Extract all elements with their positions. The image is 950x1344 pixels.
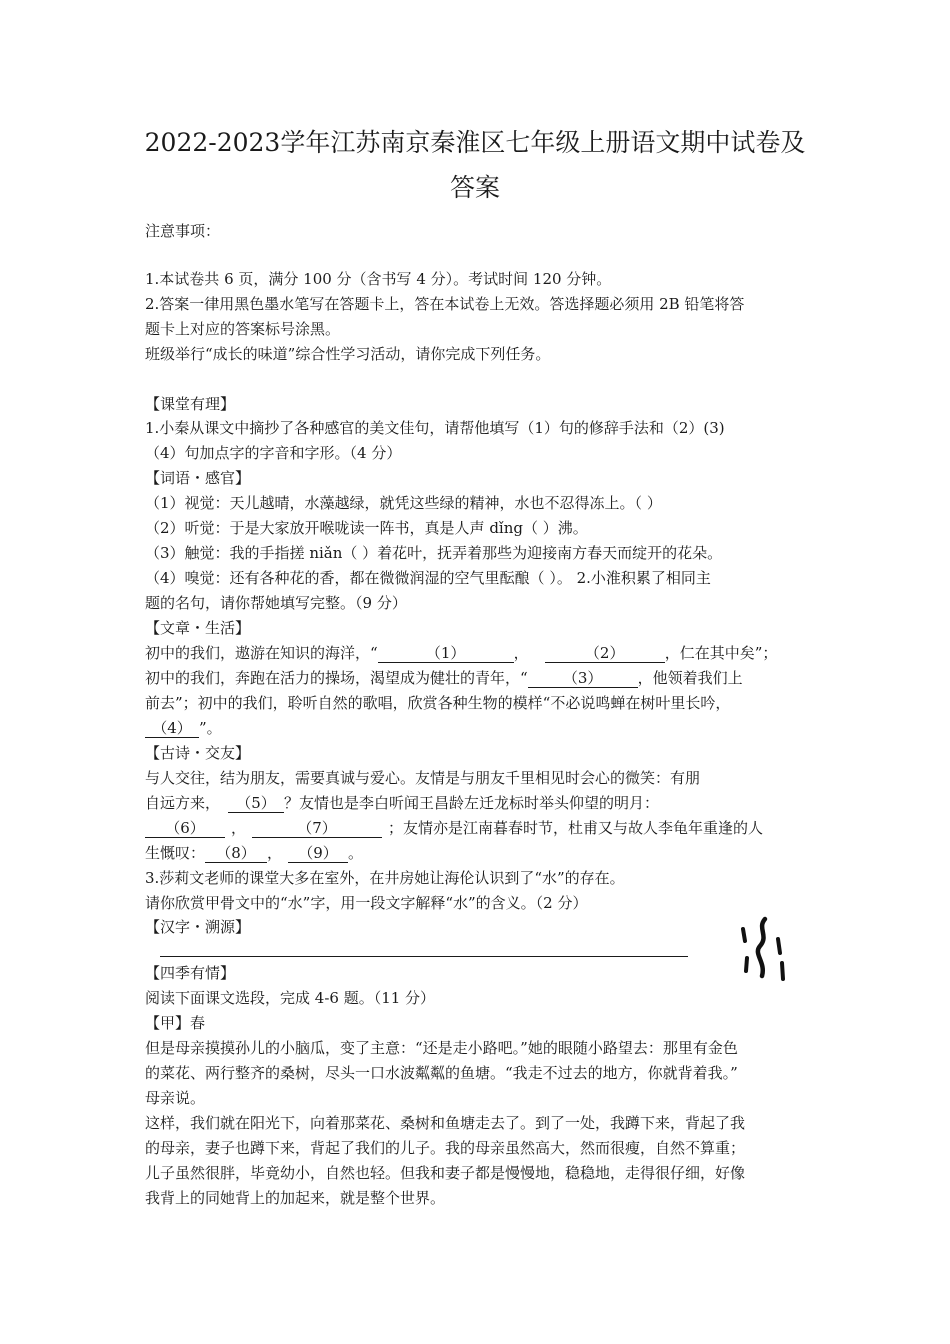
answer-blank[interactable]: （7） — [252, 819, 382, 838]
question-1-item: （1）视觉：天儿越晴，水藻越绿，就凭这些绿的精神，水也不忍得冻上。（ ） — [145, 494, 662, 512]
question-3-cont: 请你欣赏甲骨文中的“水”字，用一段文字解释“水”的含义。（2 分） — [145, 894, 588, 912]
passage-line: 这样，我们就在阳光下，向着那菜花、桑树和鱼塘走去了。到了一处，我蹲下来，背起了我 — [145, 1114, 746, 1132]
question-2-cont: 题的名句，请你帮她填写完整。（9 分） — [145, 594, 407, 612]
question-1-cont: （4）句加点字的字音和字形。（4 分） — [145, 444, 402, 462]
section-heading: 【文章・生活】 — [145, 619, 251, 637]
section-heading: 【课堂有理】 — [145, 395, 236, 413]
text-line: 与人交往，结为朋友，需要真诚与爱心。友情是与朋友千里相见时会心的微笑：有朋 — [145, 769, 701, 787]
notice-2-cont: 题卡上对应的答案标号涂黑。 — [145, 320, 341, 338]
answer-blank[interactable]: （5） — [228, 794, 284, 813]
answer-blank[interactable]: （1） — [378, 644, 514, 663]
page-title-cont: 答案 — [449, 173, 500, 202]
passage-line: 母亲说。 — [145, 1089, 206, 1107]
intro-text: 班级举行“成长的味道”综合性学习活动，请你完成下列任务。 — [145, 345, 551, 363]
text-segment: ，仁在其中矣”； — [664, 644, 778, 662]
text-line — [145, 641, 777, 665]
answer-blank[interactable]: （3） — [528, 669, 638, 688]
question-3: 3.莎莉文老师的课堂大多在室外，在井房她让海伦认识到了“水”的存在。 — [145, 869, 625, 887]
passage-line: 的菜花、两行整齐的桑树，尽头一口水波粼粼的鱼塘。“我走不过去的地方，你就背着我。” — [145, 1064, 738, 1082]
oracle-bone-water-glyph — [738, 913, 790, 985]
page-title: 2022-2023学年江苏南京秦淮区七年级上册语文期中试卷及 — [144, 128, 806, 157]
passage-label: 【甲】春 — [145, 1014, 206, 1032]
answer-blank[interactable]: （4） — [145, 719, 199, 738]
passage-line: 儿子虽然很胖，毕竟幼小，自然也轻。但我和妻子都是慢慢地，稳稳地，走得很仔细，好像 — [145, 1164, 746, 1182]
answer-blank[interactable]: （9） — [288, 844, 348, 863]
question-1-item: （3）触觉：我的手指搓 niǎn（ ）着花叶，抚弄着那些为迎接南方春天而绽开的花朵。 — [145, 544, 723, 562]
question-1-item: （2）听觉：于是大家放开喉咙读一阵书，真是人声 dǐng（ ）沸。 — [145, 519, 588, 537]
text-line — [145, 841, 363, 865]
passage-line: 的母亲，妻子也蹲下来，背起了我们的儿子。我的母亲虽然高大，然而很瘦，自然不算重； — [145, 1139, 746, 1157]
text-segment: ， — [267, 844, 283, 862]
text-line — [145, 716, 222, 740]
text-line — [145, 791, 659, 815]
section-heading: 【词语・感官】 — [145, 469, 251, 487]
text-segment: ， — [231, 819, 247, 837]
answer-line[interactable] — [160, 956, 688, 957]
text-segment: ，他领着我们上 — [637, 669, 743, 687]
notice-heading: 注意事项： — [145, 222, 221, 240]
passage-line: 但是母亲摸摸孙儿的小脑瓜，变了主意：“还是走小路吧。”她的眼随小路望去：那里有金色 — [145, 1039, 738, 1057]
notice-1: 1.本试卷共 6 页，满分 100 分（含书写 4 分）。考试时间 120 分钟。 — [145, 270, 612, 288]
reading-intro: 阅读下面课文选段，完成 4-6 题。（11 分） — [145, 989, 436, 1007]
text-segment: ；友情亦是江南暮春时节，杜甫又与故人李龟年重逢的人 — [388, 819, 764, 837]
passage-line: 我背上的同她背上的加起来，就是整个世界。 — [145, 1189, 446, 1207]
text-segment: ”。 — [199, 719, 222, 737]
question-1: 1.小秦从课文中摘抄了各种感官的美文佳句，请帮他填写（1）句的修辞手法和（2）(3) — [145, 419, 725, 437]
text-segment: ， — [513, 644, 529, 662]
section-heading: 【古诗・交友】 — [145, 744, 251, 762]
section-heading: 【四季有情】 — [145, 964, 236, 982]
text-line — [145, 816, 763, 840]
question-1-item: （4）嗅觉：还有各种花的香，都在微微润湿的空气里酝酿（ ）。 2.小淮积累了相同主 — [145, 569, 711, 587]
notice-2: 2.答案一律用黑色墨水笔写在答题卡上，答在本试卷上无效。答选择题必须用 2B 铅笔将答 — [145, 295, 745, 313]
answer-blank[interactable]: （2） — [545, 644, 665, 663]
text-segment: 生慨叹： — [145, 844, 206, 862]
text-line — [145, 666, 743, 690]
text-line: 前去”；初中的我们，聆听自然的歌唱，欣赏各种生物的模样“不必说鸣蝉在树叶里长吟， — [145, 694, 731, 712]
text-segment: ？友情也是李白听闻王昌龄左迁龙标时举头仰望的明月： — [284, 794, 660, 812]
text-segment: 初中的我们，遨游在知识的海洋，“ — [145, 644, 378, 662]
text-segment: 初中的我们，奔跑在活力的操场，渴望成为健壮的青年，“ — [145, 669, 528, 687]
text-segment: 自远方来， — [145, 794, 221, 812]
answer-blank[interactable]: （6） — [145, 819, 225, 838]
section-heading: 【汉字・溯源】 — [145, 918, 251, 936]
text-segment: 。 — [348, 844, 364, 862]
answer-blank[interactable]: （8） — [205, 844, 267, 863]
